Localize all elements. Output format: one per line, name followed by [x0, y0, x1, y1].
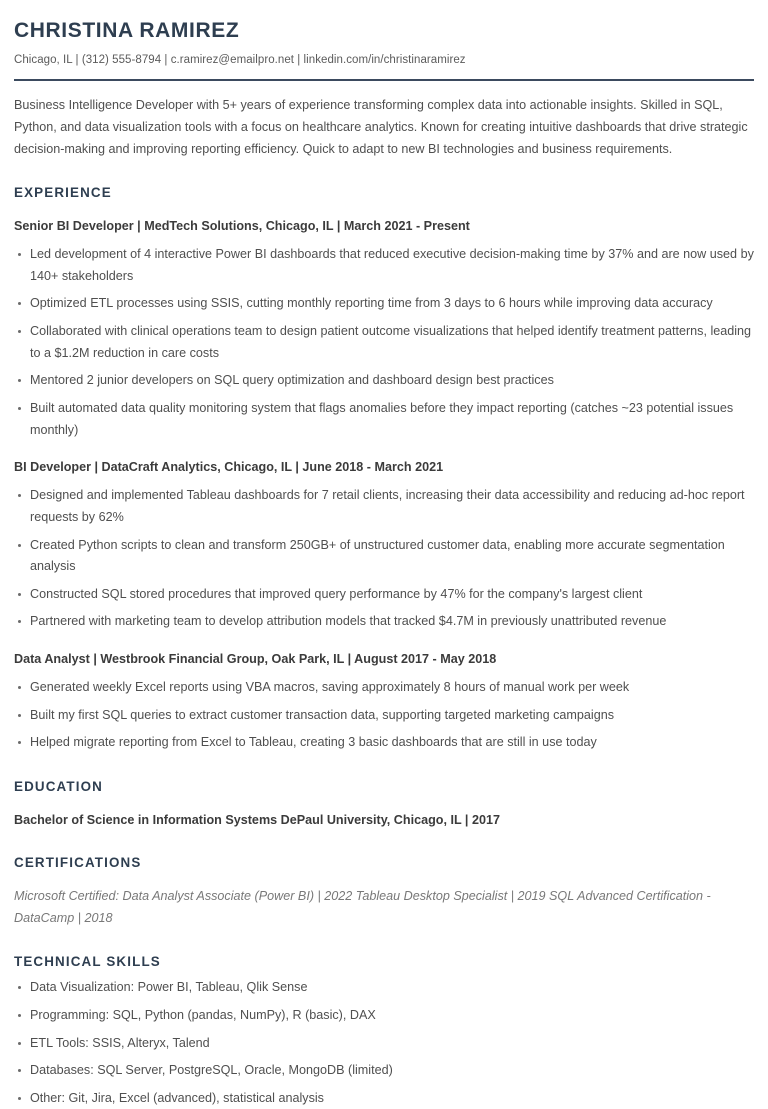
skills-list [14, 969, 754, 1109]
list-item: Databases: SQL Server, PostgreSQL, Oracle, MongoDB (limited) [14, 1060, 754, 1082]
experience-entry [14, 633, 754, 754]
section-heading-certifications: CERTIFICATIONS [14, 854, 142, 870]
experience-entry [14, 200, 754, 441]
list-item: Other: Git, Jira, Excel (advanced), statistical analysis [14, 1088, 754, 1109]
candidate-name: CHRISTINA RAMIREZ [14, 19, 240, 42]
certifications-entry: Microsoft Certified: Data Analyst Associate (Power BI) | 2022 Tableau Desktop Specialist | 2019 SQL Advanced Certification - DataCamp | 2018 [14, 888, 711, 925]
list-item: Led development of 4 interactive Power BI dashboards that reduced executive decision-making time by 37% and are now used by 140+ stakeholders [14, 244, 754, 287]
list-item: Generated weekly Excel reports using VBA macros, saving approximately 8 hours of manual work per week [14, 677, 754, 699]
education-entry: Bachelor of Science in Information Systems DePaul University, Chicago, IL | 2017 [14, 812, 500, 827]
section-heading-technical-skills: TECHNICAL SKILLS [14, 954, 161, 970]
professional-summary: Business Intelligence Developer with 5+ years of experience transforming complex data into actionable insights. Skilled in SQL, Python, and data visualization tools with a focus on healthcare analytics. Known for creating intuitive dashboards that drive strategic decision-making and improving reporting efficiency. Quick to adapt to new BI technologies and business requirements. [14, 98, 748, 156]
experience-bullet-list [14, 477, 754, 633]
list-item: Data Visualization: Power BI, Tableau, Qlik Sense [14, 977, 754, 999]
list-item: Collaborated with clinical operations team to design patient outcome visualizations that helped identify treatment patterns, leading to a $1.2M reduction in care costs [14, 321, 754, 364]
list-item: Designed and implemented Tableau dashboards for 7 retail clients, increasing their data accessibility and reducing ad-hoc report requests by 62% [14, 485, 754, 528]
list-item: Optimized ETL processes using SSIS, cutting monthly reporting time from 3 days to 6 hours while improving data accuracy [14, 293, 754, 315]
experience-bullet-list [14, 236, 754, 441]
list-item: Programming: SQL, Python (pandas, NumPy), R (basic), DAX [14, 1005, 754, 1027]
contact-line: Chicago, IL | (312) 555-8794 | c.ramirez@emailpro.net | linkedin.com/in/christinaramirez [14, 54, 466, 67]
experience-heading: BI Developer | DataCraft Analytics, Chicago, IL | June 2018 - March 2021 [14, 460, 444, 475]
experience-heading: Senior BI Developer | MedTech Solutions, Chicago, IL | March 2021 - Present [14, 219, 470, 234]
list-item: Partnered with marketing team to develop attribution models that tracked $4.7M in previously unattributed revenue [14, 611, 754, 633]
section-heading-education: EDUCATION [14, 778, 103, 794]
experience-heading: Data Analyst | Westbrook Financial Group, Oak Park, IL | August 2017 - May 2018 [14, 652, 497, 667]
list-item: Constructed SQL stored procedures that improved query performance by 47% for the company's largest client [14, 584, 754, 606]
section-heading-experience: EXPERIENCE [14, 185, 112, 201]
list-item: Mentored 2 junior developers on SQL query optimization and dashboard design best practices [14, 370, 754, 392]
list-item: Helped migrate reporting from Excel to Tableau, creating 3 basic dashboards that are still in use today [14, 732, 754, 754]
experience-bullet-list [14, 669, 754, 754]
experience-entry [14, 441, 754, 633]
list-item: ETL Tools: SSIS, Alteryx, Talend [14, 1033, 754, 1055]
list-item: Built automated data quality monitoring system that flags anomalies before they impact reporting (catches ~23 potential issues monthly) [14, 398, 754, 441]
list-item: Created Python scripts to clean and transform 250GB+ of unstructured customer data, enabling more accurate segmentation analysis [14, 535, 754, 578]
list-item: Built my first SQL queries to extract customer transaction data, supporting targeted marketing campaigns [14, 705, 754, 727]
